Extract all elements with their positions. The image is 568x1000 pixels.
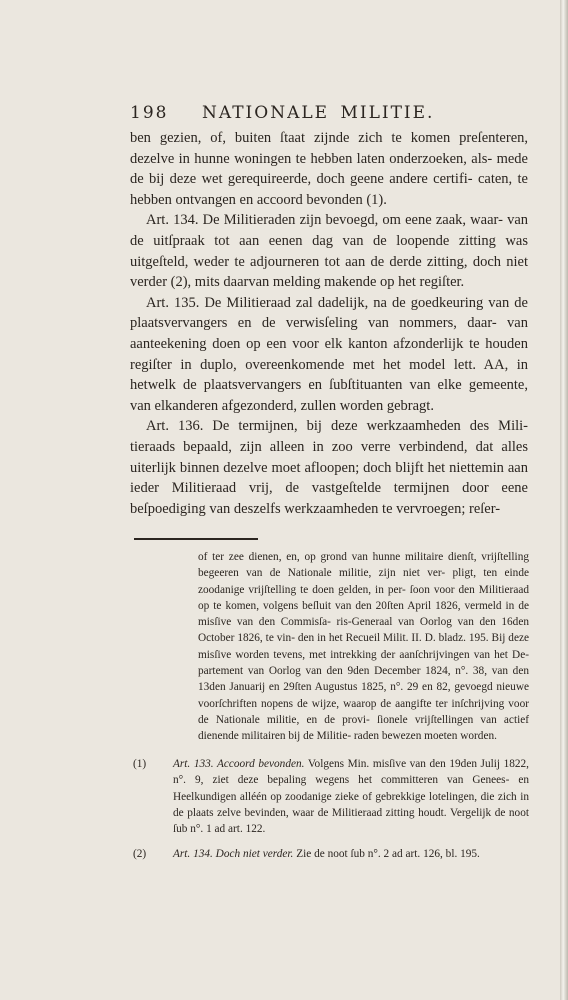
footnote-lead: Art. 134. Doch niet verder.: [173, 848, 294, 860]
footnote-marker: (1): [133, 758, 147, 770]
footnote-lead: Art. 133. Accoord bevonden.: [173, 758, 305, 770]
paragraph-art-134: Art. 134. De Militieraden zijn bevoegd, om eene zaak, waar- van de uitſpraak tot aan eenen dag van de loopende zitting was uitgeſteld, weder te adjourneren tot aan de derde zitting, doch niet verder (2), mits daarvan melding makende op het regiſter.: [130, 212, 528, 291]
running-title: NATIONALE MILITIE.: [202, 103, 435, 123]
paragraph-art-136: Art. 136. De termijnen, bij deze werkzaamheden des Mili- tieraads bepaald, zijn alleen in zoo verre verbindend, dat alles uiterlijk binnen dezelve moet afloopen; doch blijft het niettemin aan ieder Militieraad vrij, de vastgeſtelde termijnen door eene beſpoediging van deszelfs werkzaamheden te vervroegen; reſer-: [130, 418, 528, 517]
footnote-divider: [134, 538, 258, 540]
page-number: 198: [130, 103, 169, 123]
paragraph-continuation: ben gezien, of, buiten ſtaat zijnde zich te komen preſenteren, dezelve in hunne woningen te hebben laten onderzoeken, als- mede de bij deze wet gerequireerde, doch geene andere certifi- caten, te hebben ontvangen en accoord bevonden (1).: [130, 130, 528, 208]
footnote-text: Zie de noot ſub n°. 2 ad art. 126, bl. 195.: [296, 848, 480, 860]
footnote-continuation-text: of ter zee dienen, en, op grond van hunne militaire dienſt, vrijſtelling begeeren van de Nationale militie, zijn niet ver- pligt, ten einde zoodanige vrijſtelling te doen gelden, in per- ſoon voor den Militieraad op te komen, volgens beſluit van den 20ſten April 1826, vermeld in de misſive van den Commisſa- ris-Generaal van Oorlog van den 16den October 1826, te vin- den in het Recueil Milit. II. D. bladz. 195. Bij deze misſive worden tevens, met intrekking der aanſchrijvingen van het De- partement van Oorlog van den 9den December 1824, n°. 38, van den 13den Januarij en 29ſten Augustus 1825, n°. 29 en 82, gevoegd nieuwe voorſchriften nopens de wijze, waarop de aangifte ter inſchrijving voor de Nationale militie, en de provi- ſionele vrijſtellingen van actief dienende militairen bij de Militie- raden bewezen moeten worden.: [198, 551, 529, 743]
footnote-continuation: [198, 549, 529, 745]
footnote-2: [133, 846, 529, 862]
paragraph-art-135: Art. 135. De Militieraad zal dadelijk, na de goedkeuring van de plaatsvervangers en de verwisſeling van nommers, daar- van aanteekening doen op een voor elk kanton afzonderlijk te houden regiſter in duplo, overeenkomende met het model lett. AA, in hetwelk de plaatsvervangers en ſubſtituanten van elke gemeente, van elkanderen afgezonderd, zullen worden gebragt.: [130, 294, 528, 414]
footnote-text: Volgens Min. misſive van den 19den Julij 1822, n°. 9, ziet deze bepaling wegens het committeren van Genees- en Heelkundigen alléén op zoodanige zieke of gebrekkige lotelingen, die zich in de plaats zelve bevinden, waar de Militieraad zitting houdt. Vergelijk de noot ſub n°. 1 ad art. 122.: [173, 758, 529, 836]
main-text: [130, 128, 528, 519]
page-edge: [560, 0, 568, 1000]
footnote-marker: (2): [133, 848, 147, 860]
footnote-1: [133, 756, 529, 837]
